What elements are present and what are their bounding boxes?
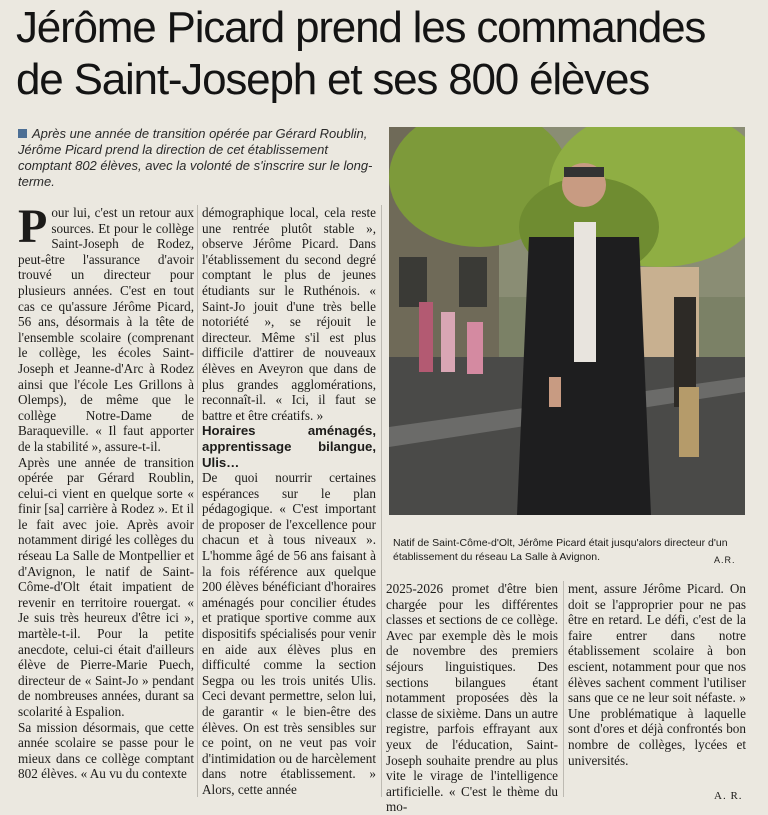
col1-paragraph-2: Après une année de transition opérée par Gérard Roublin, celui-ci vient en quelque sorte « finir [sa] carrière à Rodez ». Et il le fait avec joie. Après avoir notamment dirigé les collèges du réseau La Salle de Montpellier et d'Avignon, le natif de Saint-Côme-d'Olt était impatient de revenir en territoire rouergat. « Je suis très heureux d'être ici », martèle-t-il. Pour la petite anecdote, celui-ci était d'ailleurs élève de Pierre-Marie Puech, directeur de « Saint-Jo » pendant de nombreuses années, durant sa scolarité à Espalion.: [18, 454, 194, 719]
photo-caption: Natif de Saint-Côme-d'Olt, Jérôme Picard était jusqu'alors directeur d'un établissement du réseau La Salle à Avignon.: [393, 537, 728, 563]
square-bullet-icon: [18, 129, 27, 138]
column-divider: [197, 205, 198, 797]
article-column-1: [18, 200, 194, 782]
chapo-text: Après une année de transition opérée par Gérard Roublin, Jérôme Picard prend la direction de cet établissement comptant 802 élèves, avec la volonté de s'inscrire sur le long-terme.: [18, 126, 373, 189]
subheading: Horaires aménagés, apprentissage bilangue, Ulis…: [202, 423, 376, 470]
article-column-2: [202, 205, 376, 798]
col2-paragraph-2: De quoi nourrir certaines espérances sur le plan pédagogique. « C'est important de proposer de l'excellence pour chacun et à tous niveaux ». L'homme âgé de 56 ans faisant à la fois référence aux quelque 200 élèves bénéficiant d'horaires aménagés pour concilier études et pratique sportive comme aux dispositifs spécialisés pour venir en aide aux élèves plus en difficulté comme la section Segpa ou les trois unités Ulis. Ceci devant permettre, selon lui, de garantir « le bien-être des élèves. On est très sensibles sur ce point, on ne veut pas voir d'intimidation ou de harcèlement dans notre établissement. » Alors, cette année: [202, 470, 376, 797]
col3-paragraph-1: 2025-2026 promet d'être bien chargée pour les différentes classes et sections de ce collège. Avec par exemple dès le mois de novembre des premiers séjours linguistiques. Des sections bilangues étant notamment proposées dès la classe de sixième. Dans un autre registre, parfois effrayant aux yeux de l'éducation, Saint-Joseph souhaite prendre au plus vite le virage de l'intelligence artificielle. « C'est le thème du mo-: [386, 581, 558, 815]
chapo: [18, 126, 380, 190]
col1-paragraph-3: Sa mission désormais, que cette année scolaire se passe pour le mieux dans ce collège comptant 802 élèves. « Au vu du contexte: [18, 719, 194, 782]
drop-cap: P: [18, 200, 48, 253]
col4-paragraph-1: ment, assure Jérôme Picard. On doit se l'approprier pour ne pas être en retard. Le défi, c'est de la faire entrer dans notre établissement scolaire à bon escient, notamment pour que nos élèves sachent comment l'utiliser sans que ce ne leur soit néfaste. » Une problématique à laquelle sont d'ores et déjà confrontés bon nombre de collèges, lycées et universités.: [568, 581, 746, 768]
article-photo: [389, 127, 745, 515]
article-column-3: [386, 581, 558, 815]
col2-paragraph-1: démographique local, cela reste une rentrée plutôt stable », observe Jérôme Picard. Dans l'établissement du second degré comptant le plus de jeunes étudiants sur le Ruthénois. « Saint-Jo jouit d'une très belle notoriété », se réjouit le directeur. Même s'il est plus difficile d'attirer de nouveaux élèves en Aveyron que dans de plus grandes agglomérations, reconnaît-il. « Ici, il faut se battre et être créatifs. »: [202, 205, 376, 423]
article-column-4: [568, 581, 746, 768]
author-signature: A. R.: [714, 790, 743, 802]
column-divider: [381, 205, 382, 797]
col1-paragraph-1: our lui, c'est un retour aux sources. Et pour le collège Saint-Joseph de Rodez, peut-être l'assurance d'avoir trouvé un directeur pour plusieurs années. C'est en tout cas ce qu'assure Jérôme Picard, 56 ans, désormais à la tête de l'ensemble scolaire (comprenant le collège, les écoles Saint-Joseph et Jeanne-d'Arc à Rodez ainsi que l'école Les Grillons à Olemps), de même que le collège Notre-Dame de Baraqueville. « Il faut apporter de la stabilité », assure-t-il.: [18, 205, 194, 454]
column-divider: [563, 581, 564, 797]
caption-signature: A.R.: [714, 555, 736, 565]
headline: Jérôme Picard prend les commandes de Saint-Joseph et ses 800 élèves: [16, 3, 706, 104]
photo-illustration: [389, 127, 745, 515]
